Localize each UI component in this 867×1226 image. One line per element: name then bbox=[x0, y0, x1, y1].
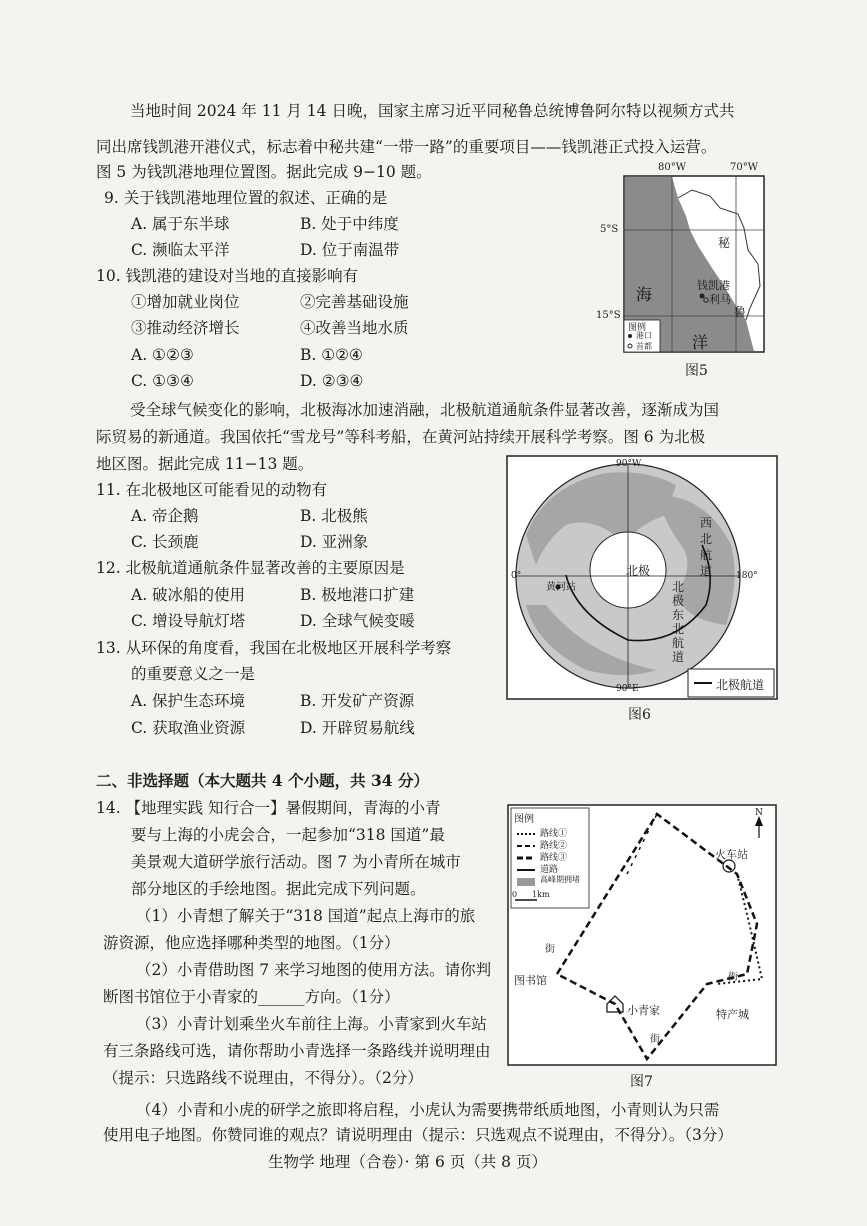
q13-option-c: C. 获取渔业资源 bbox=[131, 719, 246, 737]
fig7-home-label: 小青家 bbox=[627, 1004, 660, 1017]
q11-option-d: D. 亚洲象 bbox=[300, 533, 369, 551]
q13-stem-2: 的重要意义之一是 bbox=[131, 665, 256, 683]
fig7-legend-route1: 路线① bbox=[540, 829, 568, 839]
q14-sub4-line2: 使用电子地图。你赞同谁的观点？请说明理由（提示：只选观点不说理由，不得分）。（3分） bbox=[103, 1126, 733, 1144]
q10-option-d: D. ②③④ bbox=[300, 372, 364, 390]
q11-stem: 11. 在北极地区可能看见的动物有 bbox=[96, 481, 328, 499]
q9-option-d: D. 位于南温带 bbox=[300, 241, 400, 259]
fig6-caption: 图6 bbox=[628, 707, 651, 723]
fig6-east-route-label: 北极东北航道 bbox=[672, 580, 685, 664]
intro1-line2: 同出席钱凯港开港仪式，标志着中秘共建“一带一路”的重要项目——钱凯港正式投入运营。 bbox=[96, 138, 717, 156]
fig5-sea-2: 洋 bbox=[692, 333, 709, 352]
q11-option-a: A. 帝企鹅 bbox=[131, 507, 199, 525]
q9-option-c: C. 濒临太平洋 bbox=[131, 241, 230, 259]
fig7-shop-label: 特产城 bbox=[716, 1008, 749, 1021]
fig6-label-90w: 90°W bbox=[616, 459, 642, 469]
fig7-street-label-2: 街 bbox=[728, 972, 738, 983]
q14-sub1-line1: （1）小青想了解关于“318 国道”起点上海市的旅 bbox=[136, 907, 476, 925]
fig5-legend-port: 港口 bbox=[636, 331, 652, 340]
q12-option-c: C. 增设导航灯塔 bbox=[131, 612, 246, 630]
fig7-street-label-3: 街 bbox=[650, 1034, 660, 1045]
fig6-pole-label: 北极 bbox=[626, 564, 651, 578]
fig5-country-1: 秘 bbox=[718, 236, 731, 250]
fig6-label-0: 0° bbox=[511, 571, 522, 581]
q14-sub3-line2: 有三条路线可选，请你帮助小青选择一条路线并说明理由 bbox=[103, 1042, 491, 1060]
intro2-line3: 地区图。据此完成 11−13 题。 bbox=[96, 455, 314, 473]
q12-option-a: A. 破冰船的使用 bbox=[131, 586, 246, 604]
q14-sub4-line1: （4）小青和小虎的研学之旅即将启程，小虎认为需要携带纸质地图，小青则认为只需 bbox=[136, 1101, 720, 1119]
fig6-station-label: 黄河站 bbox=[546, 582, 576, 593]
q10-item-3: ③推动经济增长 bbox=[131, 319, 240, 337]
section-2-heading: 二、非选择题（本大题共 4 个小题，共 34 分） bbox=[96, 771, 429, 790]
fig7-caption: 图7 bbox=[630, 1074, 653, 1090]
q14-line-3: 美景观大道研学旅行活动。图 7 为小青所在城市 bbox=[131, 853, 461, 871]
q14-line-4: 部分地区的手绘地图。据此完成下列问题。 bbox=[131, 880, 426, 898]
q10-option-a: A. ①②③ bbox=[131, 346, 194, 364]
q14-line-1: 14. 【地理实践 知行合一】暑假期间，青海的小青 bbox=[96, 799, 441, 817]
q10-option-c: C. ①③④ bbox=[131, 372, 194, 390]
fig5-legend-capital: 首都 bbox=[636, 342, 652, 351]
q12-stem: 12. 北极航道通航条件显著改善的主要原因是 bbox=[96, 559, 405, 577]
q13-option-d: D. 开辟贸易航线 bbox=[300, 719, 415, 737]
fig7-legend-route2: 路线② bbox=[540, 841, 568, 851]
fig6-label-90e: 90°E bbox=[616, 684, 639, 694]
q13-option-b: B. 开发矿产资源 bbox=[300, 692, 415, 710]
fig5-caption: 图5 bbox=[685, 363, 708, 379]
fig7-street-label-1: 街 bbox=[545, 944, 555, 955]
q14-line-2: 要与上海的小虎会合，一起参加“318 国道”最 bbox=[131, 826, 445, 844]
q13-option-a: A. 保护生态环境 bbox=[131, 692, 246, 710]
fig5-lat-5s: 5°S bbox=[600, 224, 619, 235]
page-footer: 生物学 地理（合卷）· 第 6 页（共 8 页） bbox=[268, 1153, 547, 1171]
fig7-north-label: N bbox=[755, 808, 763, 818]
q14-sub2-line1: （2）小青借助图 7 来学习地图的使用方法。请你判 bbox=[136, 961, 492, 979]
fig5-country-2: 鲁 bbox=[734, 305, 747, 319]
q10-stem: 10. 钱凯港的建设对当地的直接影响有 bbox=[96, 267, 359, 285]
fig6-legend-label: 北极航道 bbox=[716, 678, 765, 692]
fig7-library-label: 图书馆 bbox=[514, 974, 547, 987]
q10-item-4: ④改善当地水质 bbox=[300, 319, 409, 337]
fig5-legend-title: 图例 bbox=[628, 323, 647, 333]
fig7-station-label: 火车站 bbox=[715, 848, 748, 861]
fig5-lat-15s: 15°S bbox=[596, 310, 621, 321]
q9-option-a: A. 属于东半球 bbox=[131, 215, 230, 233]
fig5-port-label: 钱凯港 bbox=[697, 279, 730, 292]
q14-sub3-line1: （3）小青计划乘坐火车前往上海。小青家到火车站 bbox=[136, 1015, 487, 1033]
fig5-lon-70w: 70°W bbox=[730, 162, 759, 173]
q10-item-1: ①增加就业岗位 bbox=[131, 293, 240, 311]
fig5-lon-80w: 80°W bbox=[658, 162, 687, 173]
q14-sub1-line2: 游资源，他应选择哪种类型的地图。（1分） bbox=[103, 934, 400, 952]
intro2-line1: 受全球气候变化的影响，北极海冰加速消融，北极航道通航条件显著改善，逐渐成为国 bbox=[130, 401, 720, 419]
fig7-legend-route3: 路线③ bbox=[540, 853, 568, 863]
q10-item-2: ②完善基础设施 bbox=[300, 293, 409, 311]
fig5-sea-1: 海 bbox=[636, 285, 653, 304]
q10-option-b: B. ①②④ bbox=[300, 346, 363, 364]
fig5-capital-label: 利马 bbox=[709, 293, 731, 306]
intro2-line2: 际贸易的新通道。我国依托“雪龙号”等科考船，在黄河站持续开展科学考察。图 6 为北极 bbox=[96, 428, 706, 446]
q11-option-c: C. 长颈鹿 bbox=[131, 533, 199, 551]
q14-sub3-line3: （提示：只选路线不说理由，不得分）。（2分） bbox=[103, 1069, 423, 1087]
fig7-scale-1km: 1km bbox=[532, 890, 550, 899]
q12-option-d: D. 全球气候变暖 bbox=[300, 612, 415, 630]
q12-option-b: B. 极地港口扩建 bbox=[300, 586, 415, 604]
q11-option-b: B. 北极熊 bbox=[300, 507, 368, 525]
fig7-legend-title: 图例 bbox=[514, 814, 534, 825]
q9-option-b: B. 处于中纬度 bbox=[300, 215, 399, 233]
intro1-line1: 当地时间 2024 年 11 月 14 日晚，国家主席习近平同秘鲁总统博鲁阿尔特以视频方式共 bbox=[130, 102, 735, 120]
q14-sub2-line2: 断图书馆位于小青家的______方向。（1分） bbox=[103, 988, 400, 1006]
fig6-west-route-label: 西北航道 bbox=[700, 516, 713, 578]
fig7-legend-jam: 高峰期拥堵 bbox=[540, 875, 580, 884]
fig7-scale-zero: 0 bbox=[512, 890, 518, 899]
fig7-legend-road: 道路 bbox=[540, 865, 559, 875]
q13-stem-1: 13. 从环保的角度看，我国在北极地区开展科学考察 bbox=[96, 639, 452, 657]
intro1-line3: 图 5 为钱凯港地理位置图。据此完成 9−10 题。 bbox=[96, 163, 432, 181]
q9-stem: 9. 关于钱凯港地理位置的叙述、正确的是 bbox=[104, 189, 388, 207]
fig6-label-180: 180° bbox=[736, 571, 758, 581]
